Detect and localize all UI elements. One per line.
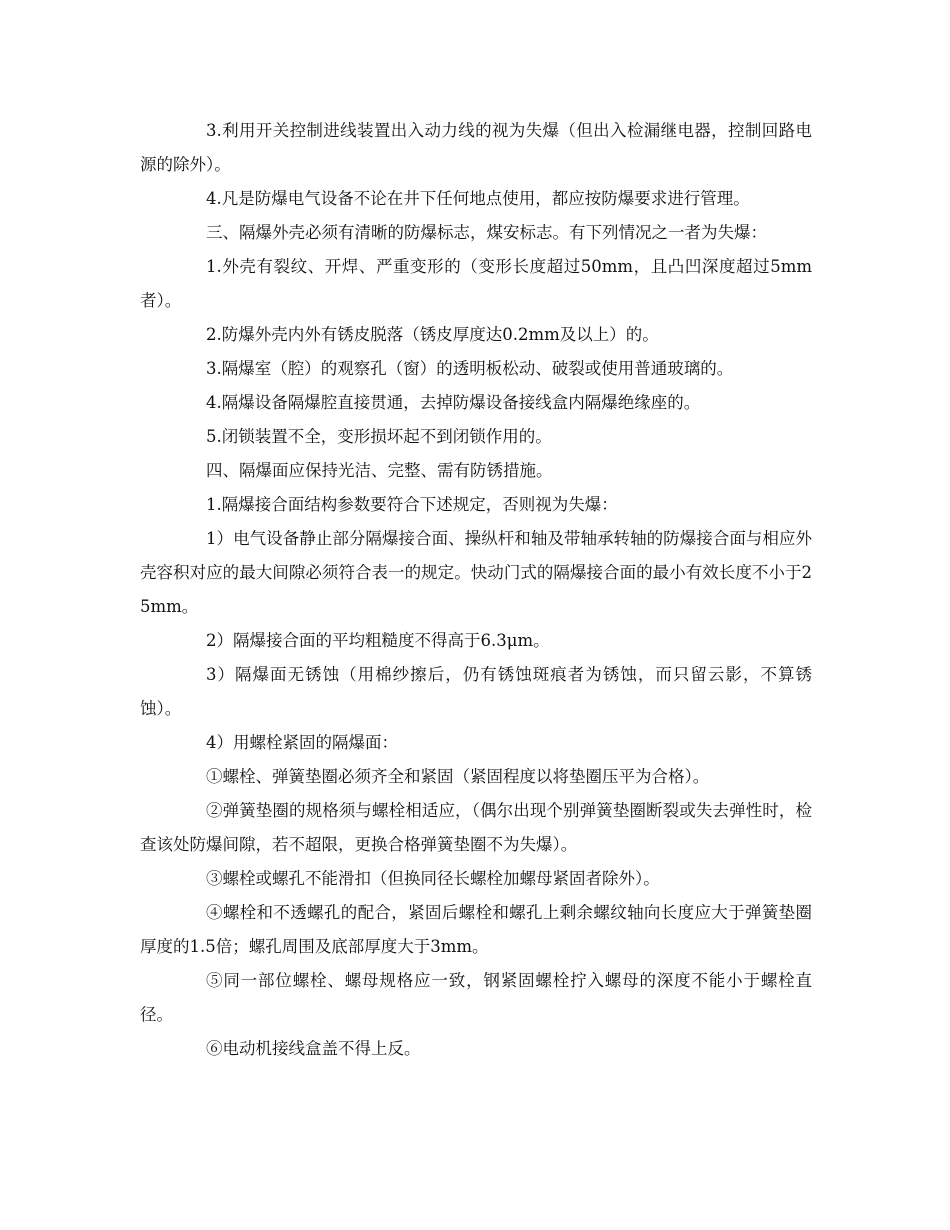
list-item-bolt-4: ④螺栓和不透螺孔的配合，紧固后螺栓和螺孔上剩余螺纹轴向长度应大于弹簧垫圈厚度的1.5倍；螺孔周围及底部厚度大于3mm。 xyxy=(140,903,812,956)
section-heading-3: 三、隔爆外壳必须有清晰的防爆标志，煤安标志。有下列情况之一者为失爆： xyxy=(206,223,767,242)
list-item-bolt-1: ①螺栓、弹簧垫圈必须齐全和紧固（紧固程度以将垫圈压平为合格）。 xyxy=(206,767,710,786)
paragraph-item-4: 4.凡是防爆电气设备不论在井下任何地点使用，都应按防爆要求进行管理。 xyxy=(206,189,750,208)
paragraph-roughness: 2）隔爆接合面的平均粗糙度不得高于6.3μm。 xyxy=(206,631,550,650)
list-item-bolt-2: ②弹簧垫圈的规格须与螺栓相适应，（偶尔出现个别弹簧垫圈断裂或失去弹性时，检查该处防爆间隙，若不超限，更换合格弹簧垫圈不为失爆）。 xyxy=(140,801,812,854)
paragraph-shell-crack: 1.外壳有裂纹、开焊、严重变形的（变形长度超过50mm，且凸凹深度超过5mm者）。 xyxy=(140,257,812,310)
paragraph-no-rust: 3）隔爆面无锈蚀（用棉纱擦后，仍有锈蚀斑痕者为锈蚀，而只留云影，不算锈蚀）。 xyxy=(140,665,812,718)
paragraph-observation-window: 3.隔爆室（腔）的观察孔（窗）的透明板松动、破裂或使用普通玻璃的。 xyxy=(206,359,734,378)
paragraph-bolt-fastening: 4）用螺栓紧固的隔爆面： xyxy=(206,733,398,752)
paragraph-joint-parameters: 1.隔爆接合面结构参数要符合下述规定，否则视为失爆： xyxy=(206,495,618,514)
list-item-bolt-5: ⑤同一部位螺栓、螺母规格应一致，钢紧固螺栓拧入螺母的深度不能小于螺栓直径。 xyxy=(140,971,812,1024)
paragraph-item-3: 3.利用开关控制进线装置出入动力线的视为失爆（但出入检漏继电器，控制回路电源的除外）。 xyxy=(140,121,812,174)
paragraph-lock-device: 5.闭锁装置不全，变形损坏起不到闭锁作用的。 xyxy=(206,427,552,446)
list-item-bolt-6: ⑥电动机接线盒盖不得上反。 xyxy=(206,1039,421,1058)
paragraph-shell-rust: 2.防爆外壳内外有锈皮脱落（锈皮厚度达0.2mm及以上）的。 xyxy=(206,325,659,344)
list-item-bolt-3: ③螺栓或螺孔不能滑扣（但换同径长螺栓加螺母紧固者除外）。 xyxy=(206,869,660,888)
section-heading-4: 四、隔爆面应保持光洁、完整、需有防锈措施。 xyxy=(206,461,553,480)
paragraph-cavity-through: 4.隔爆设备隔爆腔直接贯通，去掉防爆设备接线盒内隔爆绝缘座的。 xyxy=(206,393,701,412)
document-body xyxy=(140,114,812,1066)
paragraph-joint-gap: 1）电气设备静止部分隔爆接合面、操纵杆和轴及带轴承转轴的防爆接合面与相应外壳容积对应的最大间隙必须符合表一的规定。快动门式的隔爆接合面的最小有效长度不小于25mm。 xyxy=(140,529,812,616)
